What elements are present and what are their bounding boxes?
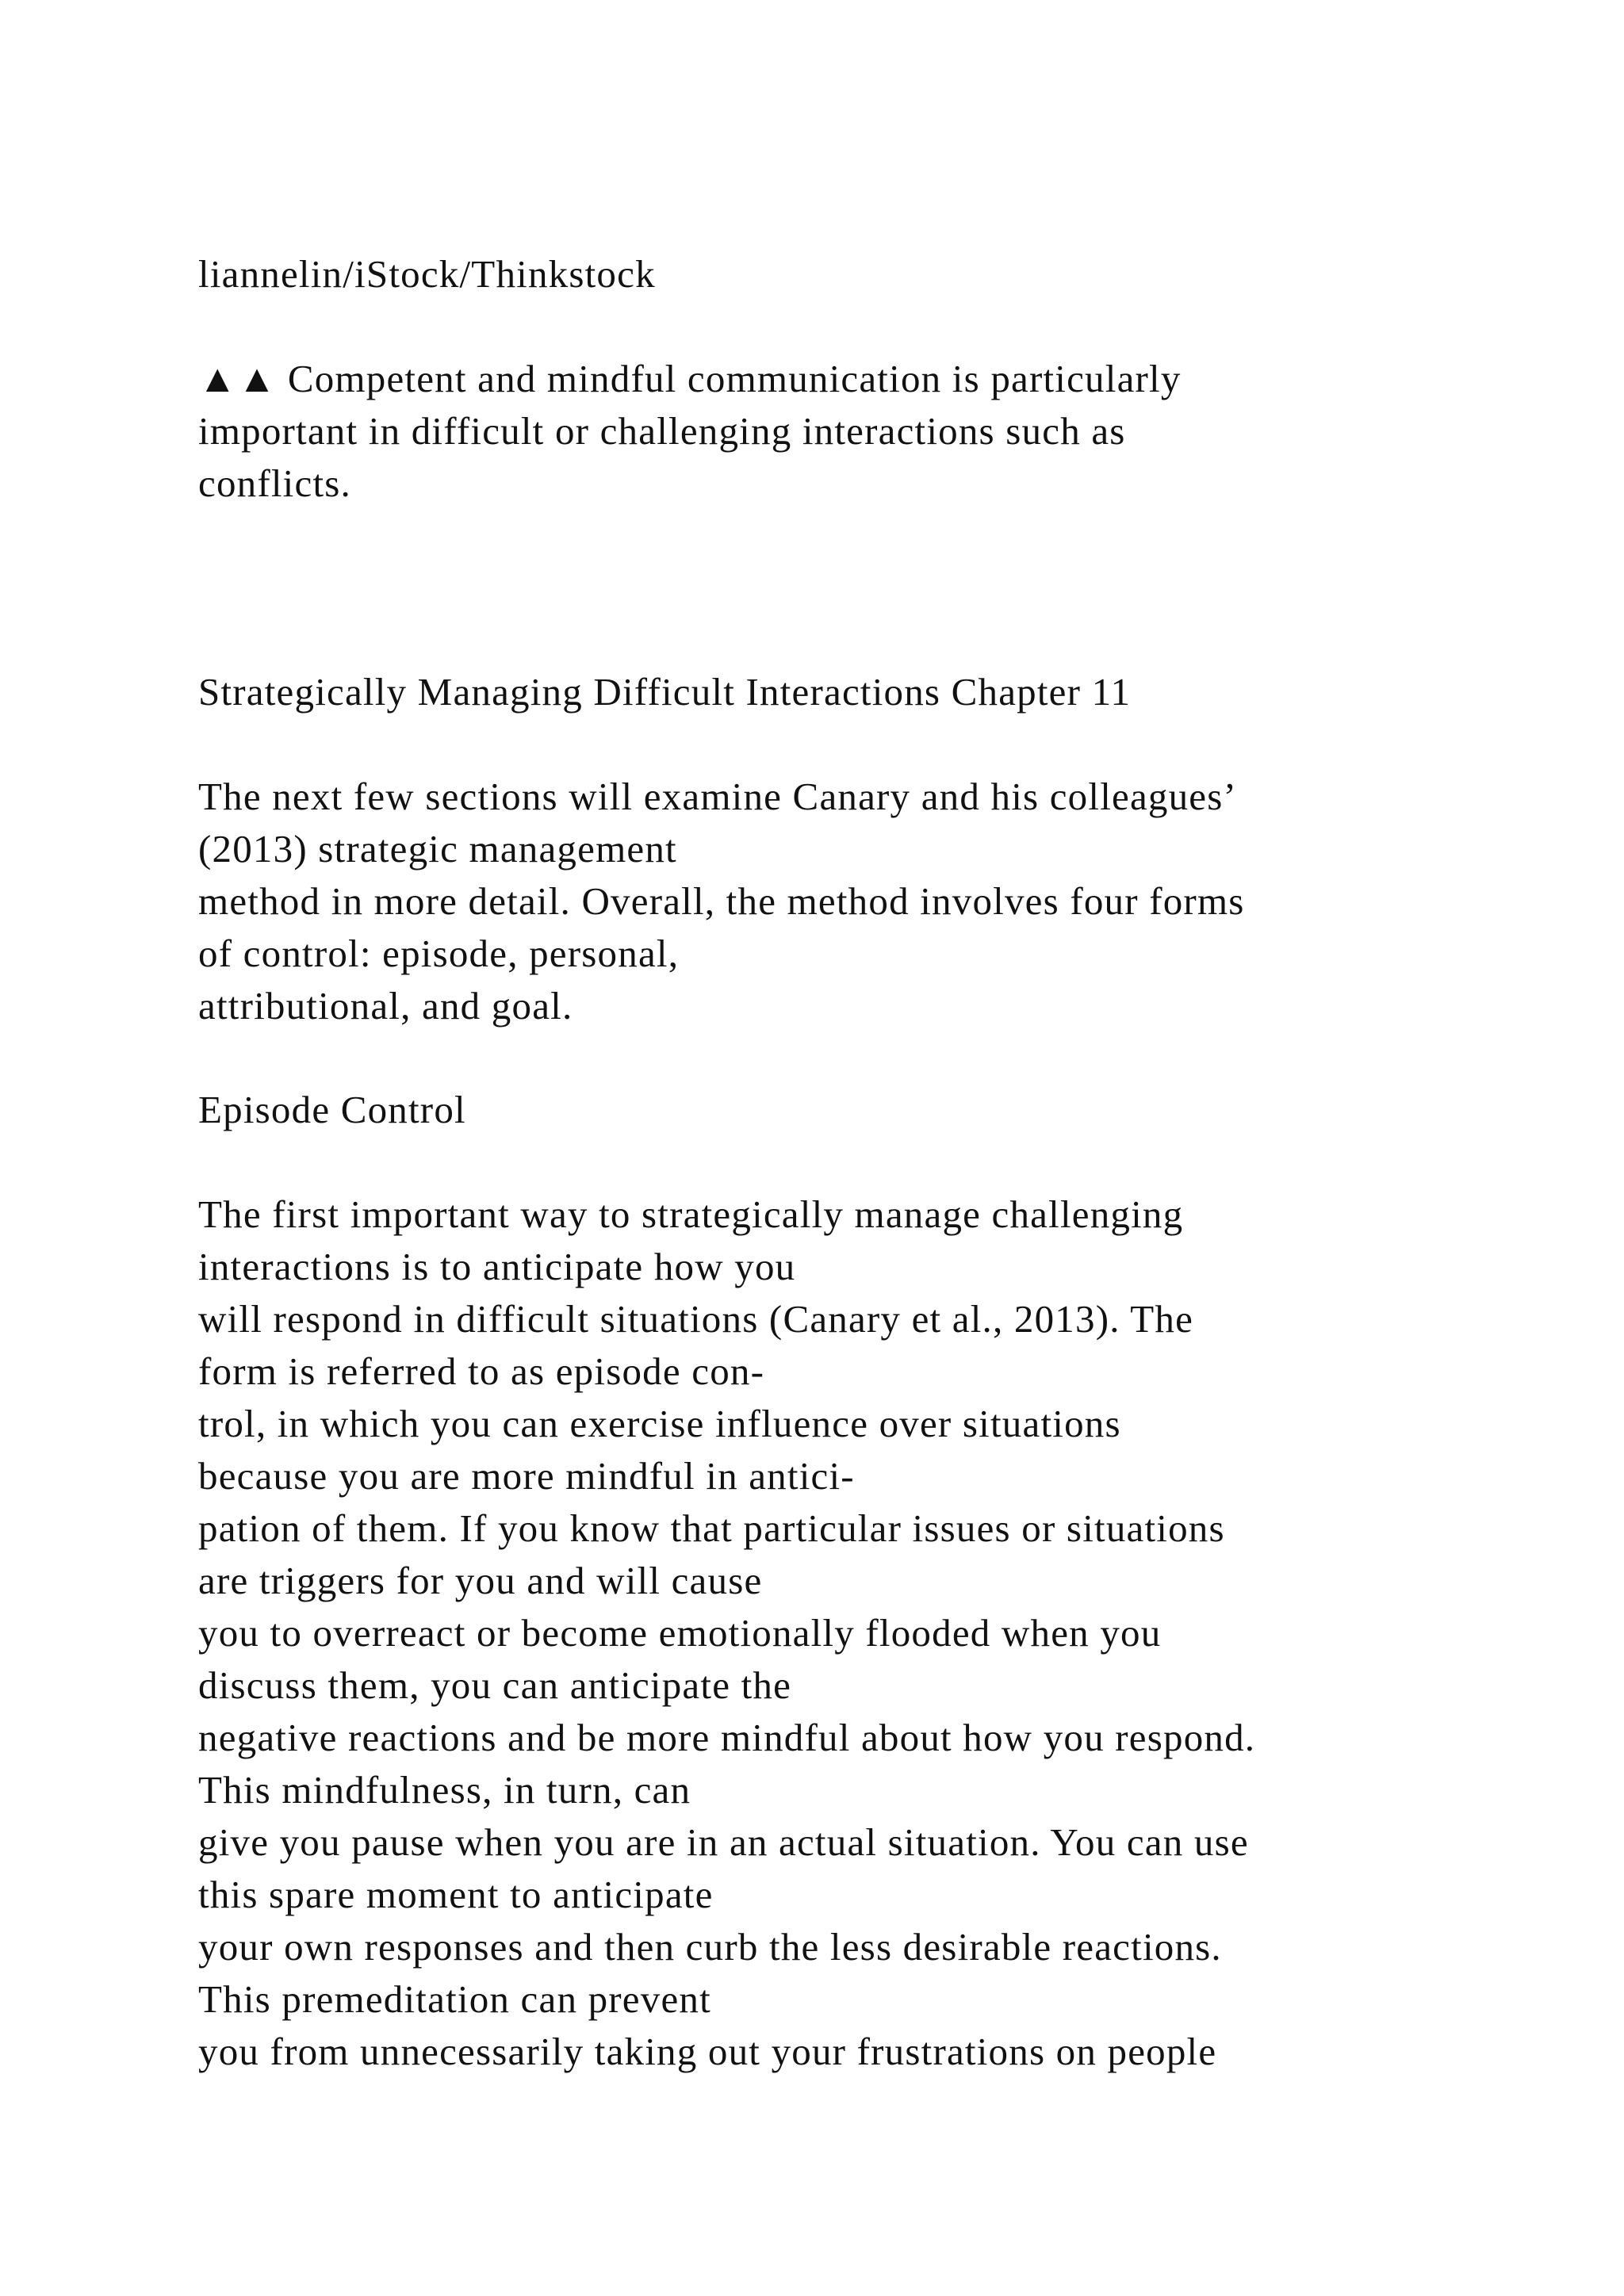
caption-line: important in difficult or challenging interactions such as — [198, 409, 1126, 453]
section-heading-text: Episode Control — [198, 1088, 466, 1131]
photo-caption — [198, 353, 1546, 510]
paragraph-line: negative reactions and be more mindful about how you respond. — [198, 1716, 1256, 1759]
paragraph-line: This premeditation can prevent — [198, 1977, 711, 2021]
paragraph-line: method in more detail. Overall, the method involves four forms — [198, 879, 1245, 923]
paragraph-line: because you are more mindful in antici- — [198, 1454, 855, 1498]
paragraph-line: this spare moment to anticipate — [198, 1873, 714, 1916]
paragraph-line: you to overreact or become emotionally flooded when you — [198, 1611, 1162, 1655]
section-heading — [198, 1084, 1546, 1136]
paragraph-line: This mindfulness, in turn, can — [198, 1768, 691, 1812]
paragraph-line: attributional, and goal. — [198, 984, 573, 1027]
paragraph-line: you from unnecessarily taking out your frustrations on people — [198, 2030, 1217, 2073]
paragraph-line: will respond in difficult situations (Canary et al., 2013). The — [198, 1297, 1194, 1341]
photo-credit-text: liannelin/iStock/Thinkstock — [198, 252, 656, 296]
paragraph-line: of control: episode, personal, — [198, 932, 680, 975]
running-header-text: Strategically Managing Difficult Interactions Chapter 11 — [198, 670, 1132, 714]
caption-line: conflicts. — [198, 461, 351, 505]
body-paragraph — [198, 1188, 1546, 2078]
paragraph-line: trol, in which you can exercise influence over situations — [198, 1402, 1121, 1445]
paragraph-line: pation of them. If you know that particular issues or situations — [198, 1506, 1225, 1550]
paragraph-line: give you pause when you are in an actual situation. You can use — [198, 1820, 1249, 1864]
paragraph-line: interactions is to anticipate how you — [198, 1245, 796, 1288]
intro-paragraph — [198, 771, 1546, 1032]
paragraph-line: (2013) strategic management — [198, 827, 677, 871]
paragraph-line: The first important way to strategically manage challenging — [198, 1192, 1184, 1236]
paragraph-line: form is referred to as episode con- — [198, 1349, 765, 1393]
photo-credit — [198, 248, 1546, 300]
caption-line: ▲▲ Competent and mindful communication is particularly — [198, 357, 1182, 400]
paragraph-line: your own responses and then curb the less desirable reactions. — [198, 1925, 1222, 1969]
paragraph-line: The next few sections will examine Canary and his colleagues’ — [198, 775, 1238, 818]
paragraph-line: are triggers for you and will cause — [198, 1559, 763, 1602]
paragraph-line: discuss them, you can anticipate the — [198, 1663, 792, 1707]
running-header — [198, 666, 1546, 718]
